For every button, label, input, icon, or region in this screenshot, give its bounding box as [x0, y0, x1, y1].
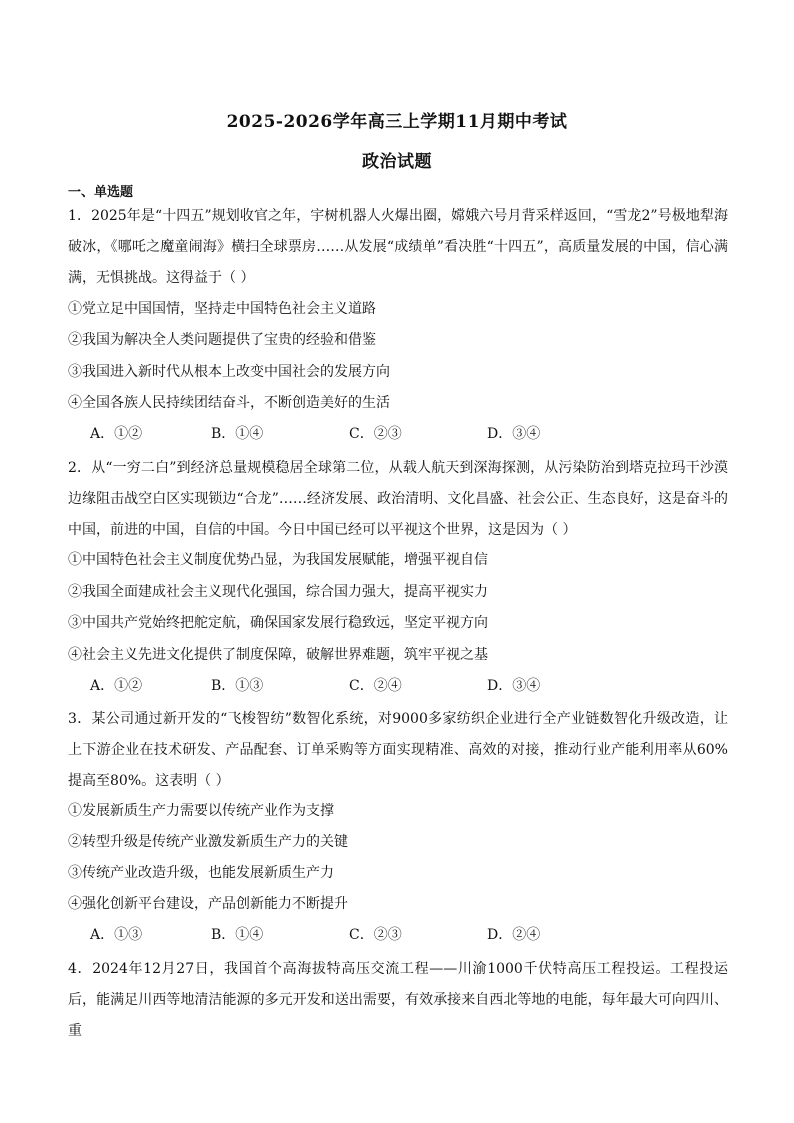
choice-b[interactable]: B．①③ — [211, 678, 264, 694]
question-4-stem: 4．2024年12月27日，我国首个高海拔特高压交流工程——川渝1000千伏特高压工程投运。工程投运后，能满足川西等地清洁能源的多元开发和送出需要，有效承接来自西北等地的电能，每年最大可向四川、重 — [68, 961, 728, 1039]
choice-d[interactable]: D．②④ — [487, 927, 541, 943]
choice-d[interactable]: D．③④ — [487, 678, 541, 694]
question-1-option: ①党立足中国国情，坚持走中国特色社会主义道路 — [68, 301, 376, 317]
question-3-option: ③传统产业改造升级，也能发展新质生产力 — [68, 865, 334, 881]
choice-a[interactable]: A．①② — [90, 426, 143, 442]
choice-c[interactable]: C．②③ — [349, 426, 402, 442]
question-2-option: ②我国全面建成社会主义现代化强国，综合国力强大，提高平视实力 — [68, 584, 488, 600]
choice-b[interactable]: B．①④ — [211, 426, 264, 442]
question-3-option: ②转型升级是传统产业激发新质生产力的关键 — [68, 834, 348, 850]
question-1-option: ②我国为解决全人类问题提供了宝贵的经验和借鉴 — [68, 332, 376, 348]
choice-a[interactable]: A．①② — [90, 678, 143, 694]
question-2-choices — [90, 676, 730, 696]
choice-c[interactable]: C．②③ — [349, 927, 402, 943]
question-3-option: ④强化创新平台建设，产品创新能力不断提升 — [68, 896, 348, 912]
section-heading: 一、单选题 — [68, 185, 134, 200]
exam-subject: 政治试题 — [362, 152, 432, 172]
question-2-option: ①中国特色社会主义制度优势凸显，为我国发展赋能，增强平视自信 — [68, 552, 488, 568]
choice-b[interactable]: B．①④ — [211, 927, 264, 943]
question-3-option: ①发展新质生产力需要以传统产业作为支撑 — [68, 803, 334, 819]
question-1-option: ③我国进入新时代从根本上改变中国社会的发展方向 — [68, 364, 390, 380]
exam-title: 2025-2026学年高三上学期11月期中考试 — [226, 112, 568, 132]
question-3-stem: 3．某公司通过新开发的“飞梭智纺”数智化系统，对9000多家纺织企业进行全产业链数智化升级改造，让上下游企业在技术研发、产品配套、订单采购等方面实现精准、高效的对接，推动行业产能利用率从60%提高至80%。这表明（ ） — [68, 711, 728, 789]
choice-c[interactable]: C．②④ — [349, 678, 402, 694]
question-1-option: ④全国各族人民持续团结奋斗，不断创造美好的生活 — [68, 395, 390, 411]
question-3-choices — [90, 925, 730, 945]
choice-d[interactable]: D．③④ — [487, 426, 541, 442]
question-1-stem: 1．2025年是“十四五”规划收官之年，宇树机器人火爆出圈，嫦娥六号月背采样返回，“雪龙2”号极地犁海破冰，《哪吒之魔童闹海》横扫全球票房……从发展“成绩单”看决胜“十四五”，高质量发展的中国，信心满满，无惧挑战。这得益于（ ） — [68, 208, 728, 286]
question-2-option: ③中国共产党始终把舵定航，确保国家发展行稳致远，坚定平视方向 — [68, 615, 488, 631]
choice-a[interactable]: A．①③ — [90, 927, 143, 943]
question-2-option: ④社会主义先进文化提供了制度保障，破解世界难题，筑牢平视之基 — [68, 647, 488, 663]
question-1-choices — [90, 424, 730, 444]
question-2-stem: 2．从“一穷二白”到经济总量规模稳居全球第二位，从载人航天到深海探测，从污染防治到塔克拉玛干沙漠边缘阻击战空白区实现锁边“合龙”……经济发展、政治清明、文化昌盛、社会公正、生态良好，这是奋斗的中国，前进的中国，自信的中国。今日中国已经可以平视这个世界，这是因为（ ） — [68, 460, 728, 538]
